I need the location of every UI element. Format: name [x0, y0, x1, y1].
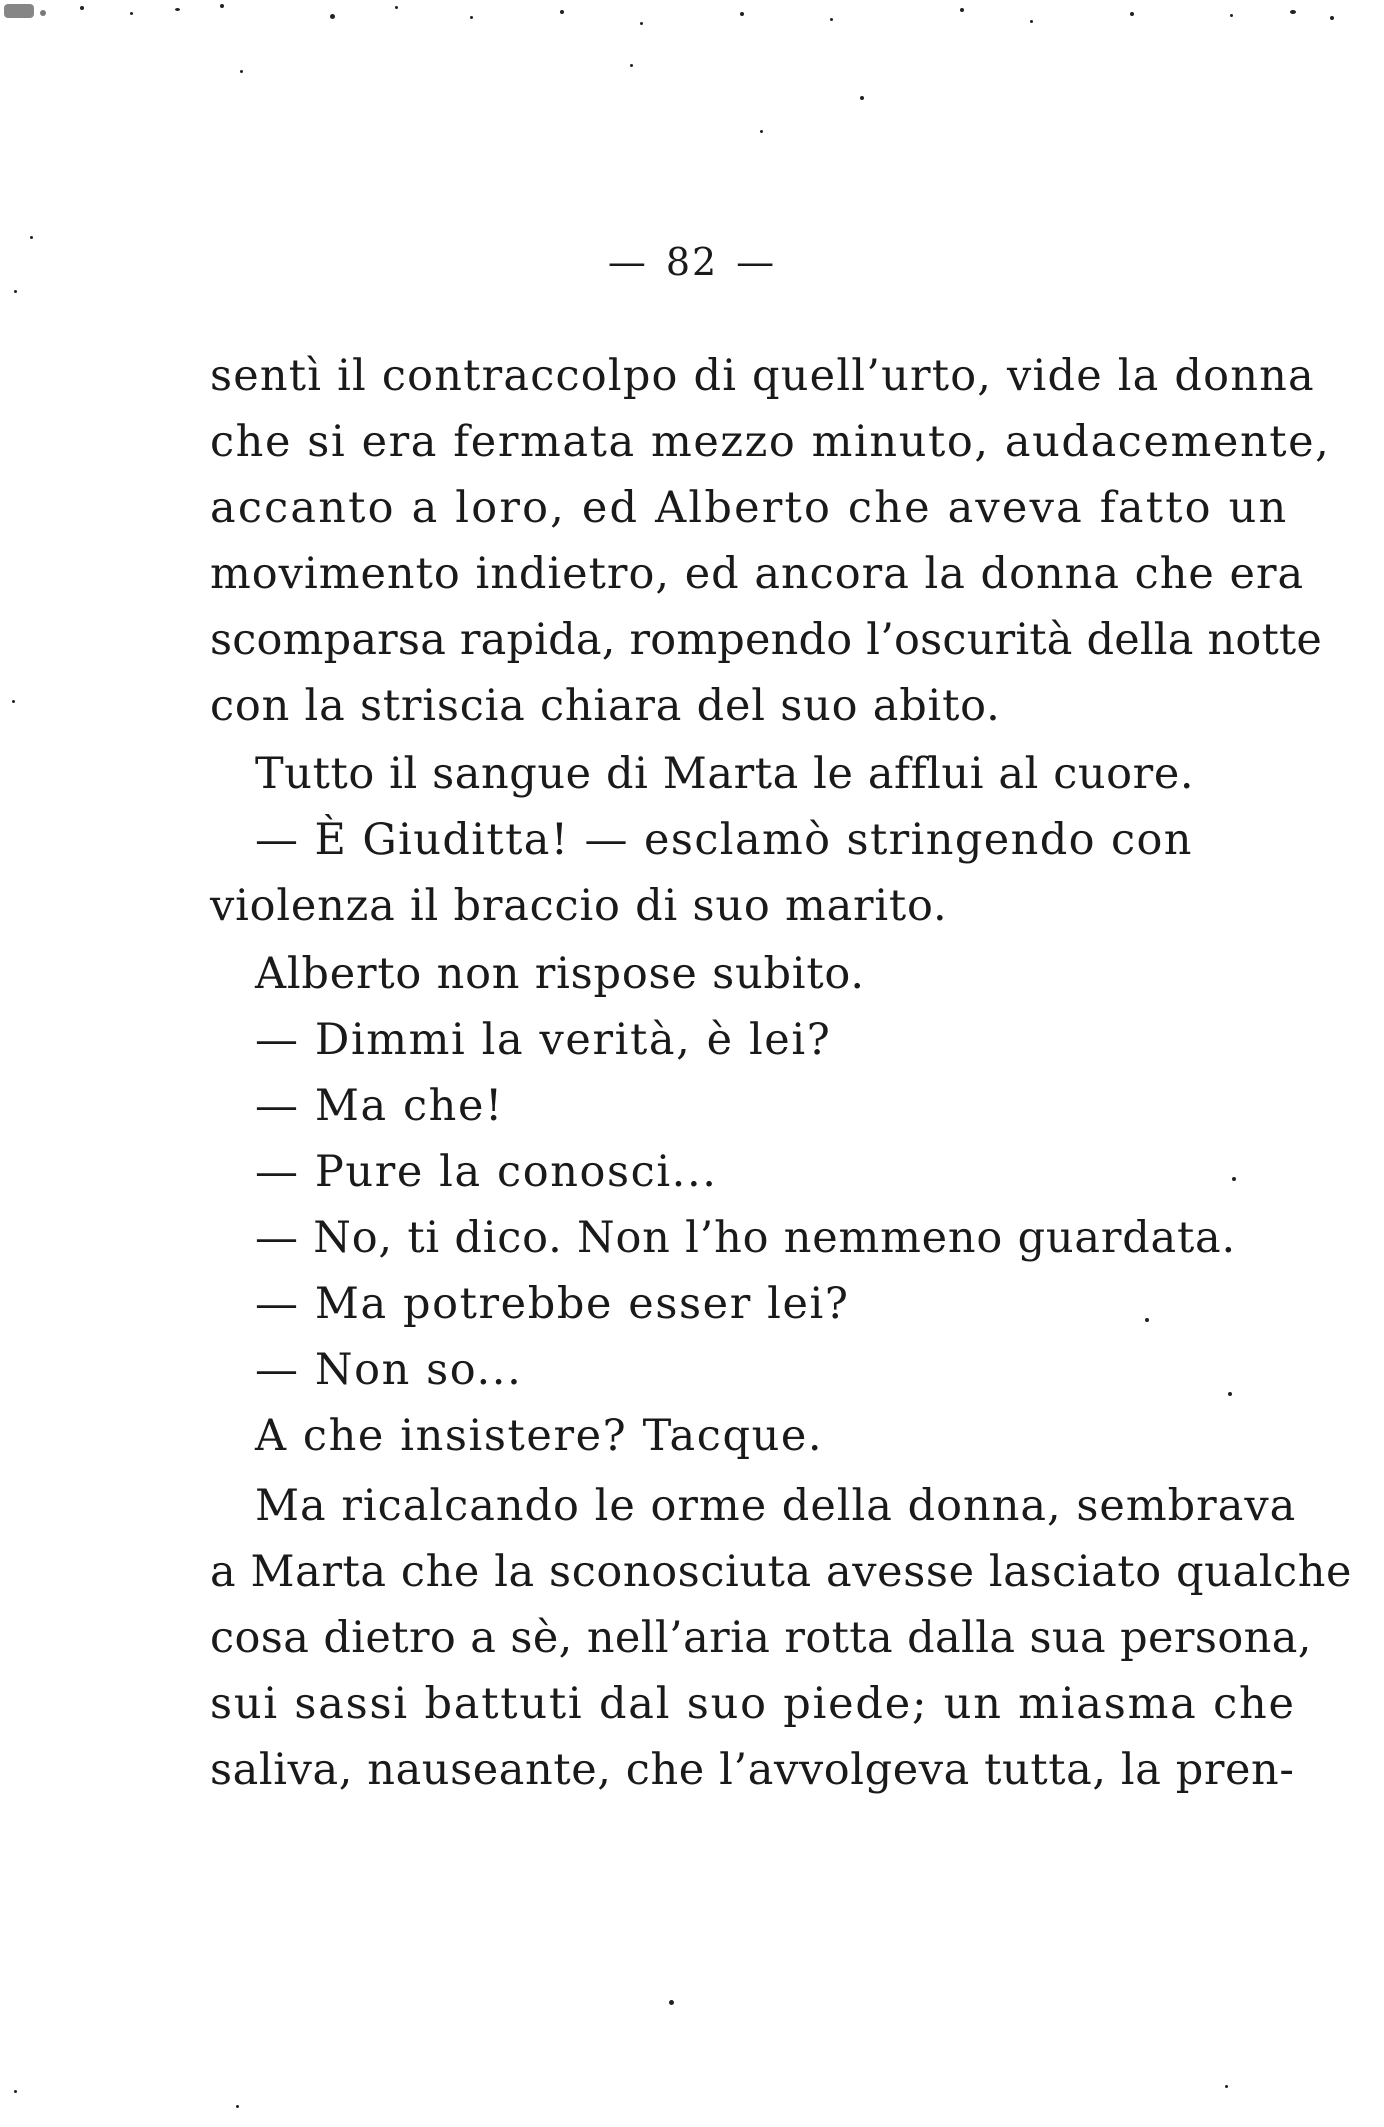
text-line: — Pure la conosci...	[255, 1147, 718, 1197]
text-line: scomparsa rapida, rompendo l’oscurità della notte	[210, 615, 1323, 665]
text-line: sui sassi battuti dal suo piede; un miasma che	[210, 1679, 1296, 1729]
text-line: — Dimmi la verità, è lei?	[255, 1015, 832, 1065]
scan-noise-top	[0, 0, 1384, 70]
text-line: che si era fermata mezzo minuto, audacemente,	[210, 417, 1331, 467]
text-line: Tutto il sangue di Marta le afflui al cuore.	[255, 749, 1195, 799]
text-line: — Ma potrebbe esser lei?	[255, 1279, 850, 1329]
text-line: — Ma che!	[255, 1081, 504, 1131]
text-line: movimento indietro, ed ancora la donna che era	[210, 549, 1305, 599]
page-number: 82	[665, 240, 719, 284]
text-line: A che insistere? Tacque.	[255, 1411, 824, 1461]
text-line: Alberto non rispose subito.	[255, 949, 865, 999]
text-line: Ma ricalcando le orme della donna, sembrava	[255, 1481, 1297, 1531]
page-number-header	[0, 240, 1384, 284]
text-line: violenza il braccio di suo marito.	[210, 881, 948, 931]
text-line: — No, ti dico. Non l’ho nemmeno guardata.	[255, 1213, 1236, 1263]
page-number-dash-right: —	[736, 240, 777, 284]
text-line: — È Giuditta! — esclamò stringendo con	[255, 815, 1193, 865]
text-line: accanto a loro, ed Alberto che aveva fatto un	[210, 483, 1289, 533]
page-number-dash-left: —	[607, 240, 648, 284]
text-line: sentì il contraccolpo di quell’urto, vide la donna	[210, 351, 1315, 401]
text-line: con la striscia chiara del suo abito.	[210, 681, 1001, 731]
text-line: a Marta che la sconosciuta avesse lasciato qualche	[210, 1547, 1353, 1597]
text-line: saliva, nauseante, che l’avvolgeva tutta, la pren-	[210, 1745, 1295, 1795]
text-line: cosa dietro a sè, nell’aria rotta dalla sua persona,	[210, 1613, 1312, 1663]
text-line: — Non so...	[255, 1345, 523, 1395]
